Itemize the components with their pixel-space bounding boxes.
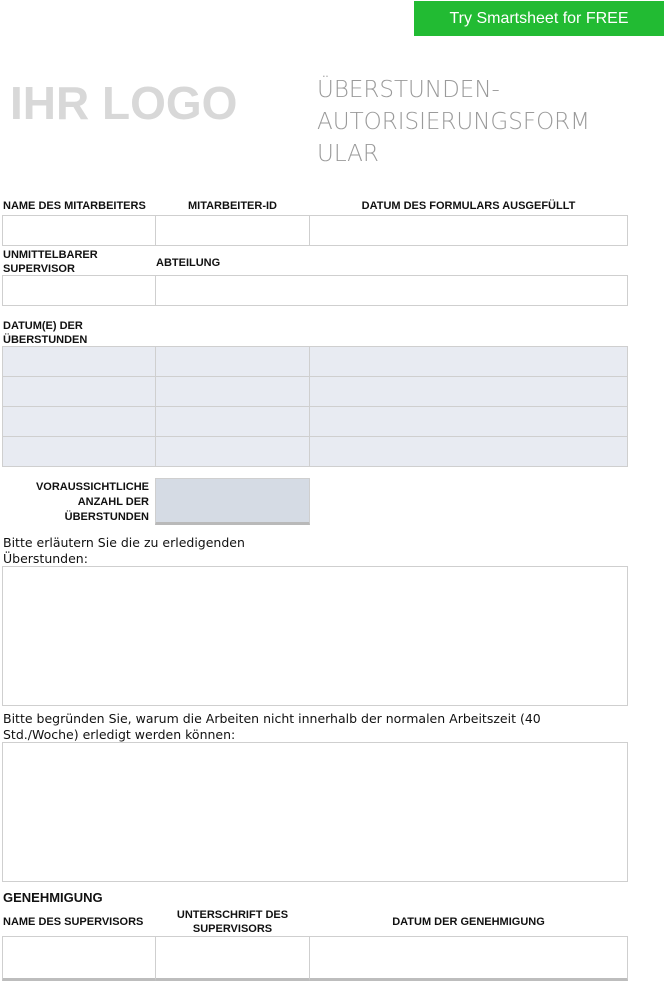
supervisor-label bbox=[3, 248, 98, 276]
department-field[interactable] bbox=[155, 275, 628, 306]
estimated-hours-label bbox=[2, 480, 149, 525]
supervisor-signature-label bbox=[156, 908, 309, 936]
employee-name-label: NAME DES MITARBEITERS bbox=[3, 200, 146, 212]
overtime-date-cell[interactable] bbox=[309, 376, 628, 407]
explain-overtime-label-line-1: Bitte erläutern Sie die zu erledigenden bbox=[3, 535, 245, 550]
justification-label-line-2: Std./Woche) erledigt werden können: bbox=[3, 727, 236, 742]
justification-textarea[interactable] bbox=[2, 742, 628, 882]
overtime-date-cell[interactable] bbox=[309, 436, 628, 467]
overtime-dates-label-line-1: DATUM(E) DER bbox=[3, 320, 83, 332]
overtime-date-cell[interactable] bbox=[155, 406, 310, 437]
overtime-date-cell[interactable] bbox=[2, 436, 156, 467]
supervisor-signature-label-line-1: UNTERSCHRIFT DES bbox=[176, 909, 289, 921]
overtime-date-cell[interactable] bbox=[2, 346, 156, 377]
estimated-hours-label-line-3: ÜBERSTUNDEN bbox=[64, 511, 149, 523]
form-date-label: DATUM DES FORMULARS AUSGEFÜLLT bbox=[361, 200, 576, 212]
supervisor-label-line-1: UNMITTELBARER bbox=[3, 249, 98, 261]
supervisor-field[interactable] bbox=[2, 275, 156, 306]
overtime-date-cell[interactable] bbox=[309, 406, 628, 437]
approval-section-title: GENEHMIGUNG bbox=[3, 890, 103, 905]
overtime-date-cell[interactable] bbox=[309, 346, 628, 377]
supervisor-label-line-2: SUPERVISOR bbox=[3, 263, 75, 275]
title-line-3: ULAR bbox=[317, 141, 379, 167]
overtime-date-cell[interactable] bbox=[155, 436, 310, 467]
estimated-hours-label-line-2: ANZAHL DER bbox=[77, 496, 149, 508]
try-smartsheet-button[interactable]: Try Smartsheet for FREE bbox=[414, 1, 664, 36]
form-date-field[interactable] bbox=[309, 215, 628, 246]
justification-label-line-1: Bitte begründen Sie, warum die Arbeiten nicht innerhalb der normalen Arbeitszeit (40 bbox=[3, 711, 541, 726]
overtime-dates-label-line-2: ÜBERSTUNDEN bbox=[3, 334, 88, 346]
explain-overtime-textarea[interactable] bbox=[2, 566, 628, 706]
approval-date-field[interactable] bbox=[309, 936, 628, 981]
page-title bbox=[317, 74, 637, 170]
justification-label bbox=[3, 711, 541, 743]
overtime-dates-label bbox=[3, 319, 87, 347]
estimated-hours-field[interactable] bbox=[155, 478, 310, 525]
employee-id-label: MITARBEITER-ID bbox=[187, 200, 277, 212]
explain-overtime-label bbox=[3, 535, 245, 567]
logo-placeholder: IHR LOGO bbox=[10, 77, 238, 129]
supervisor-name-label: NAME DES SUPERVISORS bbox=[3, 916, 144, 928]
estimated-hours-label-line-1: VORAUSSICHTLICHE bbox=[35, 481, 149, 493]
supervisor-signature-label-line-2: SUPERVISORS bbox=[192, 923, 273, 935]
supervisor-name-field[interactable] bbox=[2, 936, 156, 981]
overtime-date-cell[interactable] bbox=[2, 406, 156, 437]
department-label: ABTEILUNG bbox=[156, 257, 221, 269]
employee-name-field[interactable] bbox=[2, 215, 156, 246]
title-line-2: AUTORISIERUNGSFORM bbox=[317, 109, 591, 135]
approval-date-label: DATUM DER GENEHMIGUNG bbox=[392, 916, 545, 928]
employee-id-field[interactable] bbox=[155, 215, 310, 246]
explain-overtime-label-line-2: Überstunden: bbox=[3, 551, 88, 566]
supervisor-signature-field[interactable] bbox=[155, 936, 310, 981]
title-line-1: ÜBERSTUNDEN- bbox=[317, 77, 500, 103]
overtime-date-cell[interactable] bbox=[155, 376, 310, 407]
overtime-date-cell[interactable] bbox=[155, 346, 310, 377]
overtime-date-cell[interactable] bbox=[2, 376, 156, 407]
